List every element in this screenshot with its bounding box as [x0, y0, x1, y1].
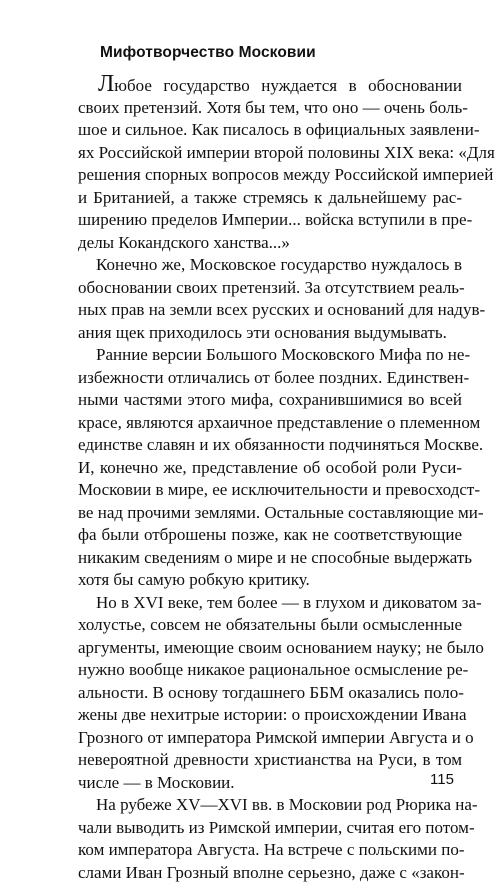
text-line	[78, 322, 462, 345]
line-text: фа были отброшены позже, как не соответствующие	[78, 525, 462, 544]
line-text: ания щек приходилось эти основания выдумывать.	[78, 323, 447, 342]
line-text: ком императора Августа. На встрече с польскими по-	[78, 840, 465, 859]
text-line	[78, 367, 462, 390]
text-line	[78, 502, 462, 525]
body-text	[78, 74, 462, 884]
text-line	[78, 547, 462, 570]
text-line	[78, 142, 462, 165]
text-line	[78, 299, 462, 322]
line-text: хотя бы самую робкую критику.	[78, 570, 310, 589]
text-line	[78, 862, 462, 884]
line-text: ных прав на земли всех русских и оснований для надув-	[78, 300, 485, 319]
page-number: 115	[430, 771, 454, 788]
text-line	[78, 524, 462, 547]
line-text: Ранние версии Большого Московского Мифа по не-	[96, 345, 470, 364]
line-text: делы Кокандского ханства...»	[78, 233, 290, 252]
text-line	[78, 682, 462, 705]
line-text: решения спорных вопросов между Российской империей	[78, 165, 493, 184]
text-line	[78, 412, 462, 435]
line-text: избежности отличались от более поздних. Единствен-	[78, 368, 469, 387]
line-text: Грозного от императора Римской империи Августа и о	[78, 728, 474, 747]
text-line	[78, 659, 462, 682]
text-line	[78, 817, 462, 840]
text-line	[78, 704, 462, 727]
text-line	[78, 749, 462, 772]
line-text: юбое государство нуждается в обосновании	[114, 76, 462, 95]
text-line	[78, 74, 462, 97]
line-text: На рубеже XV—XVI вв. в Московии род Рюрика на-	[96, 795, 478, 814]
line-text: своих претензий. Хотя бы тем, что оно — очень боль-	[78, 98, 468, 117]
line-text: шое и сильное. Как писалось в официальных заявлени-	[78, 120, 480, 139]
line-text: Конечно же, Московское государство нуждалось в	[96, 255, 462, 274]
line-text: ве над прочими землями. Остальные составляющие ми-	[78, 503, 484, 522]
drop-cap: Л	[98, 71, 114, 97]
text-line	[78, 457, 462, 480]
text-line	[78, 592, 462, 615]
text-line	[78, 614, 462, 637]
text-line	[78, 97, 462, 120]
text-line	[78, 277, 462, 300]
line-text: холустье, совсем не обязательны были осмысленные	[78, 615, 462, 634]
text-line	[78, 569, 462, 592]
line-text: слами Иван Грозный вполне серьезно, даже с «закон-	[78, 863, 465, 882]
text-line	[78, 119, 462, 142]
line-text: жены две нехитрые истории: о происхождении Ивана	[78, 705, 467, 724]
text-line	[78, 839, 462, 862]
line-text: единстве славян и их обязанности подчиняться Москве.	[78, 435, 483, 454]
line-text: нужно вообще никакое рациональное осмысление ре-	[78, 660, 468, 679]
line-text: альности. В основу тогдашнего ББМ оказались поло-	[78, 683, 464, 702]
text-line	[78, 772, 462, 795]
text-line	[78, 389, 462, 412]
text-line	[78, 344, 462, 367]
line-text: никаким сведениям о мире и не способные выдержать	[78, 548, 472, 567]
text-line	[78, 164, 462, 187]
line-text: ширению пределов Империи... войска вступили в пре-	[78, 210, 472, 229]
line-text: числе — в Московии.	[78, 773, 235, 792]
line-text: чали выводить из Римской империи, считая его потом-	[78, 818, 475, 837]
line-text: Но в XVI веке, тем более — в глухом и диковатом за-	[96, 593, 482, 612]
text-line	[78, 727, 462, 750]
text-line	[78, 637, 462, 660]
line-text: ными частями этого мифа, сохранившимися во всей	[78, 390, 462, 409]
line-text: И, конечно же, представление об особой роли Руси-	[78, 458, 462, 477]
text-line	[78, 794, 462, 817]
line-text: аргументы, имеющие своим основанием науку; не было	[78, 638, 484, 657]
text-line	[78, 479, 462, 502]
line-text: и Британией, а также стремясь к дальнейшему рас-	[78, 188, 462, 207]
line-text: обосновании своих претензий. За отсутствием реаль-	[78, 278, 465, 297]
line-text: Московии в мире, ее исключительности и превосходст-	[78, 480, 480, 499]
text-line	[78, 434, 462, 457]
line-text: невероятной древности христианства на Руси, в том	[78, 750, 462, 769]
line-text: красе, являются архаичное представление о племенном	[78, 413, 480, 432]
text-line	[78, 254, 462, 277]
line-text: ях Российской империи второй половины XIX века: «Для	[78, 143, 495, 162]
text-line	[78, 232, 462, 255]
text-line	[78, 187, 462, 210]
text-line	[78, 209, 462, 232]
section-heading: Мифотворчество Московии	[100, 44, 316, 62]
